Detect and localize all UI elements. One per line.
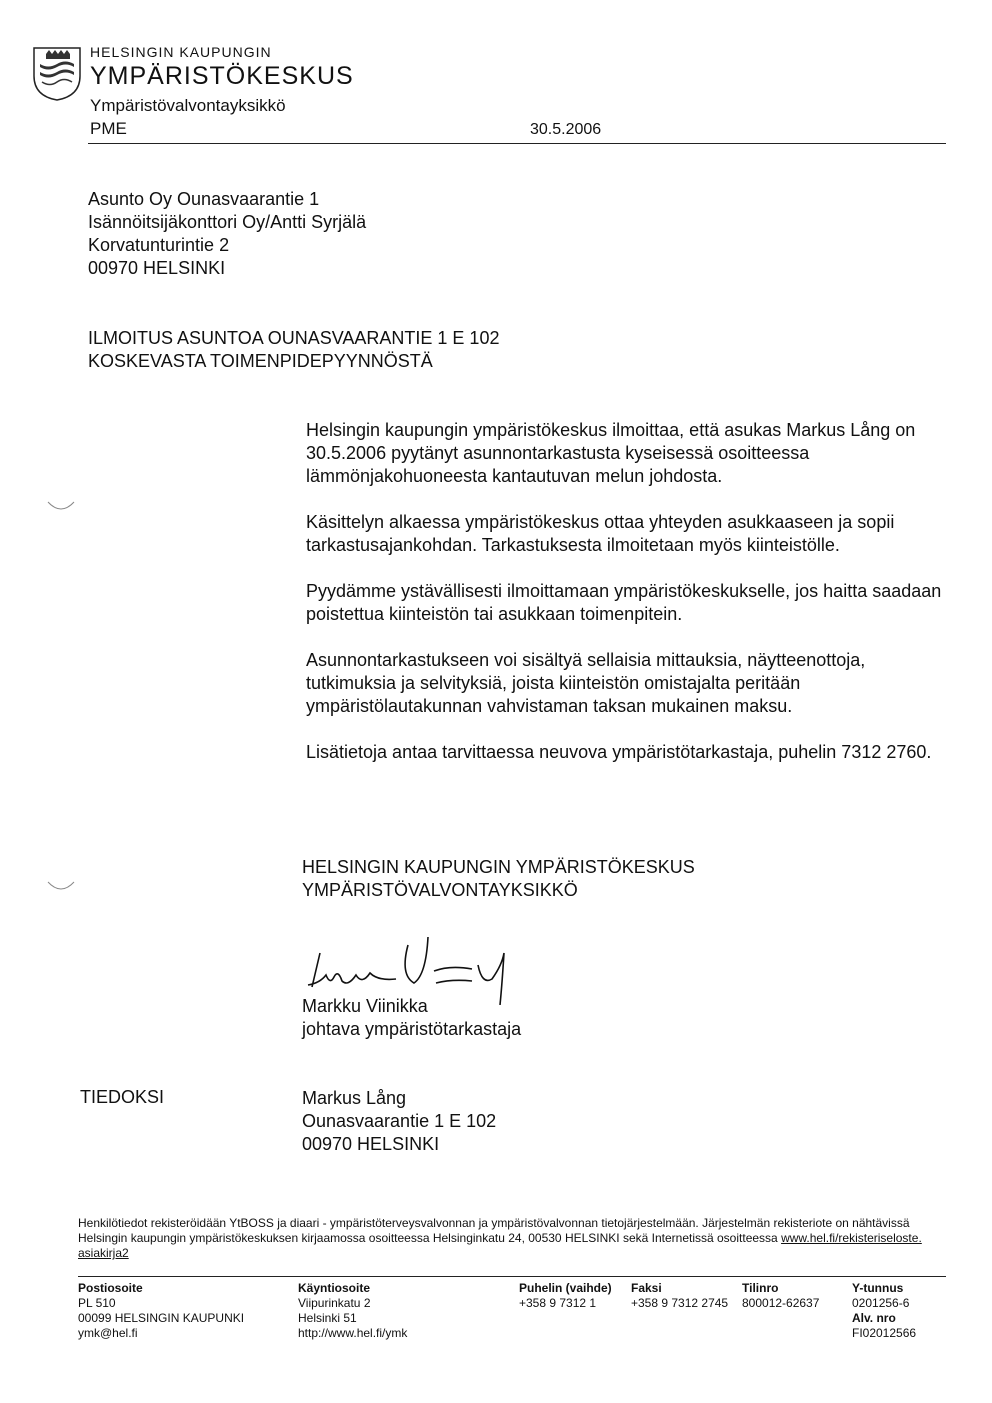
body-paragraph: Käsittelyn alkaessa ympäristökeskus ottaa yhteyden asukkaaseen ja sopii tarkastusajankohdan. Tarkastuksesta ilmoitetaan myös kiinteistölle. — [306, 512, 895, 555]
recipient-line: Korvatunturintie 2 — [88, 235, 230, 255]
footer-heading: Tilinro — [742, 1281, 779, 1295]
privacy-notice — [78, 1216, 948, 1261]
cc-line: 00970 HELSINKI — [302, 1134, 440, 1154]
signer-title: johtava ympäristötarkastaja — [302, 1019, 522, 1039]
scan-mark-icon — [46, 880, 76, 892]
footer-line: PL 510 — [78, 1296, 116, 1310]
cc-line: Ounasvaarantie 1 E 102 — [302, 1111, 497, 1131]
footer-heading: Käyntiosoite — [298, 1281, 371, 1295]
signer-name: Markku Viinikka — [302, 996, 428, 1016]
footer-line: Viipurinkatu 2 — [298, 1296, 371, 1310]
footer-line: Helsinki 51 — [298, 1311, 357, 1325]
body-paragraph: Asunnontarkastukseen voi sisältyä sellaisia mittauksia, näytteenottoja, tutkimuksia ja selvityksiä, joista kiinteistön omistajalta peritään ympäristölautakunnan vahvistaman taksan mukainen maksu. — [306, 650, 866, 716]
signer — [302, 995, 521, 1041]
footer-line: +358 9 7312 2745 — [631, 1296, 729, 1310]
privacy-link[interactable]: www.hel.fi/rekisteriseloste. — [781, 1231, 922, 1245]
privacy-text: Henkilötiedot rekisteröidään YtBOSS ja diaari - ympäristöterveysvalvonnan ja ympäristövalvonnan tietojärjestelmään. Järjestelmän rekisteriote on nähtävissä Helsingin kaupungin ympäristökeskuksen kirjaamossa osoitteessa Helsinginkatu 24, 00530 HELSINKI sekä Internetissä osoitteessa — [78, 1216, 910, 1245]
footer-account — [742, 1281, 819, 1311]
footer-line: 00099 HELSINGIN KAUPUNKI — [78, 1311, 245, 1325]
footer-email[interactable]: ymk@hel.fi — [78, 1326, 138, 1340]
footer-heading: Alv. nro — [852, 1311, 896, 1325]
letter-date: 30.5.2006 — [530, 121, 602, 138]
footer-line: 800012-62637 — [742, 1296, 820, 1310]
recipient-line: Asunto Oy Ounasvaarantie 1 — [88, 189, 320, 209]
footer-visiting — [298, 1281, 407, 1341]
footer-heading: Postiosoite — [78, 1281, 143, 1295]
body-paragraph: Pyydämme ystävällisesti ilmoittamaan ympäristökeskukselle, jos haitta saadaan poistettua kiinteistön tai asukkaan toimenpitein. — [306, 581, 942, 624]
footer-heading: Y-tunnus — [852, 1281, 904, 1295]
org-name-top: HELSINGIN KAUPUNGIN — [90, 44, 272, 60]
footer-line: +358 9 7312 1 — [519, 1296, 597, 1310]
recipient-line: Isännöitsijäkonttori Oy/Antti Syrjälä — [88, 212, 367, 232]
footer-heading: Puhelin (vaihde) — [519, 1281, 612, 1295]
footer-line: FI02012566 — [852, 1326, 917, 1340]
footer-line: 0201256-6 — [852, 1296, 910, 1310]
document-code: asiakirja2 — [78, 1246, 129, 1260]
footer-postal — [78, 1281, 244, 1341]
header-divider — [88, 143, 946, 144]
reference-code: PME — [90, 119, 127, 138]
cc-address — [302, 1087, 496, 1156]
letter-subject — [88, 327, 499, 373]
org-unit: Ympäristövalvontayksikkö — [90, 96, 286, 115]
footer-heading: Faksi — [631, 1281, 662, 1295]
footer-divider — [78, 1276, 946, 1277]
footer-business-id — [852, 1281, 916, 1341]
footer-fax — [631, 1281, 728, 1311]
footer-website[interactable]: http://www.hel.fi/ymk — [298, 1326, 408, 1340]
body-paragraph: Helsingin kaupungin ympäristökeskus ilmoittaa, että asukas Markus Lång on 30.5.2006 pyytänyt asunnontarkastusta kyseisessä osoitteessa lämmönjakohuoneesta kantautuvan melun johdosta. — [306, 420, 916, 486]
recipient-address — [88, 188, 366, 280]
sig-org-line: HELSINGIN KAUPUNGIN YMPÄRISTÖKESKUS — [302, 857, 695, 877]
subject-line: ILMOITUS ASUNTOA OUNASVAARANTIE 1 E 102 — [88, 328, 500, 348]
cc-line: Markus Lång — [302, 1088, 407, 1108]
handwritten-signature — [300, 925, 530, 1005]
org-name-main: YMPÄRISTÖKESKUS — [90, 62, 354, 90]
helsinki-crest-logo — [32, 46, 82, 102]
sig-org-line: YMPÄRISTÖVALVONTAYKSIKKÖ — [302, 880, 578, 900]
letter-body — [306, 419, 948, 787]
cc-label: TIEDOKSI — [80, 1087, 165, 1107]
body-paragraph: Lisätietoja antaa tarvittaessa neuvova ympäristötarkastaja, puhelin 7312 2760. — [306, 742, 932, 762]
recipient-line: 00970 HELSINKI — [88, 258, 226, 278]
footer-phone — [519, 1281, 612, 1311]
scan-mark-icon — [46, 500, 76, 512]
signature-organization — [302, 856, 695, 902]
subject-line: KOSKEVASTA TOIMENPIDEPYYNNÖSTÄ — [88, 351, 433, 371]
